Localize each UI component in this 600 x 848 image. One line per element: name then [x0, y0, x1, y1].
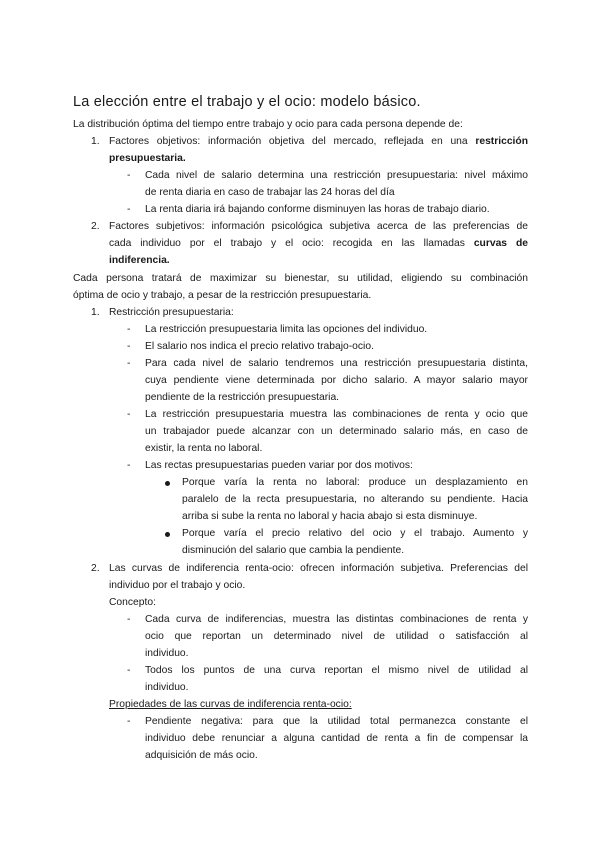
propiedades-heading [109, 697, 352, 714]
bullet-dot-icon [165, 481, 170, 486]
sub-item-text: Para cada nivel de salario tendremos una restricción presupuestaria distinta, [145, 358, 528, 369]
sub-item-text: Pendiente negativa: para que la utilidad total permanezca constante el [145, 716, 528, 727]
sub-item-text: pendiente de la restricción presupuestaria. [145, 392, 340, 403]
nested-item-text: disminución del salario que cambia la pendiente. [182, 545, 405, 556]
dash-bullet: - [127, 204, 131, 215]
intro-text: La distribución óptima del tiempo entre trabajo y ocio para cada persona depende de: [73, 119, 463, 130]
section-text: individuo por el trabajo y ocio. [109, 580, 246, 591]
factor-objetivos-bold2: presupuestaria. [109, 153, 186, 164]
sub-item-text: existir, la renta no laboral. [145, 443, 263, 454]
factor-objetivos-text: Factores objetivos: información objetiva del mercado, reflejada en una [109, 136, 476, 147]
concepto-label: Concepto: [109, 597, 156, 608]
sub-item-text: Cada curva de indiferencias, muestra las distintas combinaciones de renta y [145, 614, 528, 625]
dash-bullet: - [127, 358, 131, 369]
sub-item-text: un trabajador puede alcanzar con un determinado salario más, en caso de [145, 426, 528, 437]
list-number: 1. [91, 136, 100, 147]
sub-item-text: Cada nivel de salario determina una restricción presupuestaria: nivel máximo [145, 170, 528, 181]
bullet-dot-icon [165, 532, 170, 537]
factor-subjetivos-line3 [109, 253, 170, 270]
factor-subjetivos-bold: curvas de [473, 238, 528, 249]
sub-item-text: individuo. [145, 648, 189, 659]
dash-bullet: - [127, 460, 131, 471]
sub-item-text: Las rectas presupuestarias pueden variar por dos motivos: [145, 460, 413, 471]
dash-bullet: - [127, 665, 131, 676]
sub-item-text: Todos los puntos de una curva reportan el mismo nivel de utilidad al [145, 665, 528, 676]
factor-objetivos-line1 [109, 134, 528, 151]
nested-item-text: Porque varía la renta no laboral: produce un desplazamiento en [182, 477, 528, 488]
sub-item-text: adquisición de más ocio. [145, 750, 258, 761]
dash-bullet: - [127, 170, 131, 181]
propiedades-underlined: Propiedades de las curvas de indiferencia renta-ocio: [109, 699, 352, 710]
sub-item-text: individuo debe renunciar a alguna cantidad de renta a fin de compensar la [145, 733, 528, 744]
dash-bullet: - [127, 716, 131, 727]
sub-item-text: de renta diaria en caso de trabajar las 24 horas del día [145, 187, 395, 198]
list-number: 1. [91, 307, 100, 318]
sub-item-text: La renta diaria irá bajando conforme disminuyen las horas de trabajo diario. [145, 204, 490, 215]
dash-bullet: - [127, 324, 131, 335]
factor-objetivos-line2 [109, 151, 186, 168]
section-heading: Restricción presupuestaria: [109, 307, 234, 318]
page-title: La elección entre el trabajo y el ocio: modelo básico. [73, 94, 421, 110]
sub-item-text: El salario nos indica el precio relativo trabajo-ocio. [145, 341, 374, 352]
factor-objetivos-bold: restricción [475, 136, 528, 147]
paragraph-text: Cada persona tratará de maximizar su bienestar, su utilidad, eligiendo su combinación [73, 273, 528, 284]
list-number: 2. [91, 221, 100, 232]
section-heading: Las curvas de indiferencia renta-ocio: ofrecen información subjetiva. Preferencias del [109, 563, 528, 574]
sub-item-text: La restricción presupuestaria muestra las combinaciones de renta y ocio que [145, 409, 528, 420]
paragraph-text: óptima de ocio y trabajo, a pesar de la restricción presupuestaria. [73, 290, 372, 301]
sub-item-text: individuo. [145, 682, 189, 693]
factor-subjetivos-bold2: indiferencia. [109, 255, 170, 266]
list-number: 2. [91, 563, 100, 574]
nested-item-text: arriba si sube la renta no laboral y hacia abajo si esta disminuye. [182, 511, 478, 522]
sub-item-text: cuya pendiente viene determinada por dicho salario. A mayor salario mayor [145, 375, 528, 386]
factor-subjetivos-line2 [109, 236, 528, 253]
sub-item-text: La restricción presupuestaria limita las opciones del individuo. [145, 324, 428, 335]
nested-item-text: paralelo de la recta presupuestaria, no alterando su pendiente. Hacia [182, 494, 528, 505]
factor-subjetivos-line1: Factores subjetivos: información psicológica subjetiva acerca de las preferencias de [109, 221, 528, 232]
nested-item-text: Porque varía el precio relativo del ocio y el trabajo. Aumento y [182, 528, 528, 539]
dash-bullet: - [127, 614, 131, 625]
dash-bullet: - [127, 341, 131, 352]
sub-item-text: ocio que reportan un determinado nivel de utilidad o satisfacción al [145, 631, 528, 642]
dash-bullet: - [127, 409, 131, 420]
factor-subjetivos-text: cada individuo por el trabajo y el ocio: recogida en las llamadas [109, 238, 474, 249]
